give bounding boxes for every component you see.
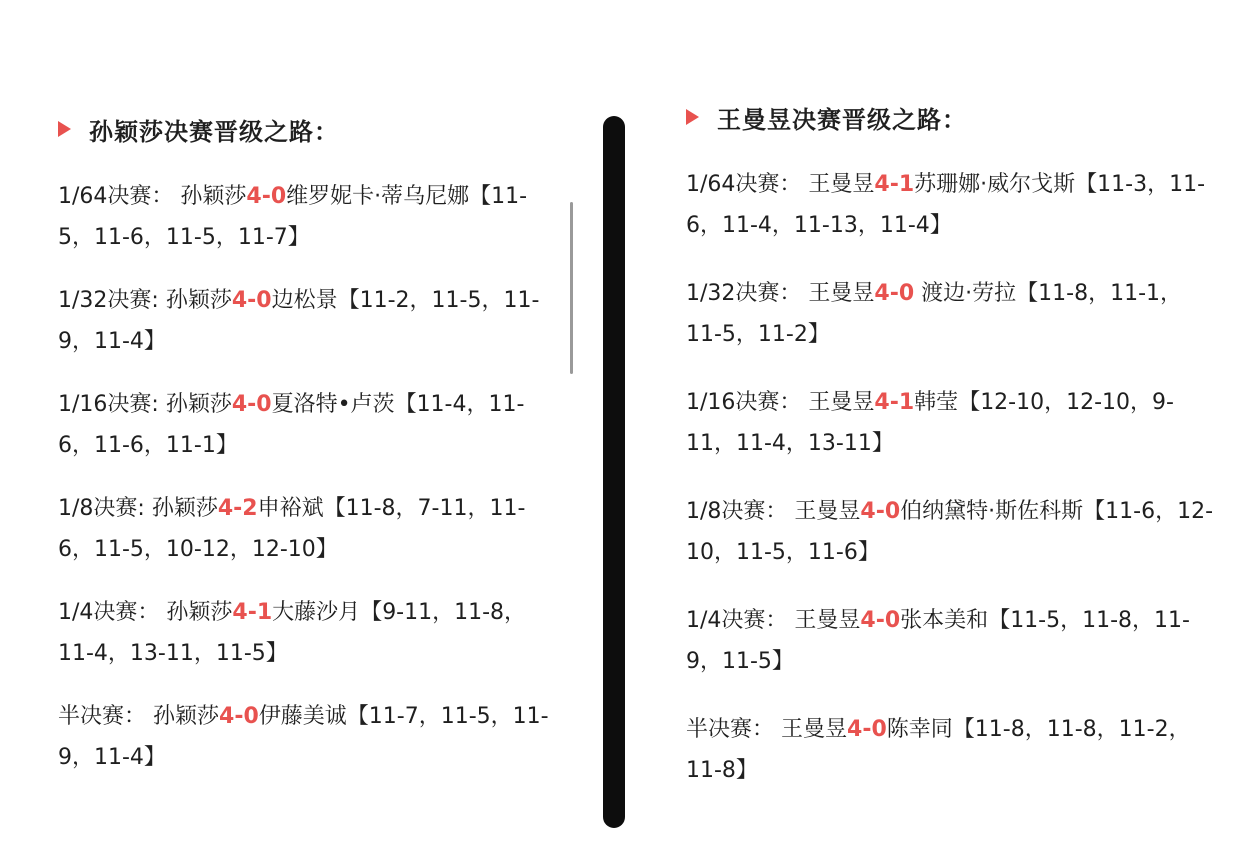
- match-score: 4-0: [860, 608, 901, 633]
- match-stage: 1/4决赛：: [58, 600, 167, 625]
- scrollbar[interactable]: [570, 202, 573, 374]
- set-scores: 【11-3，11-6，11-4，11-13，11-4】: [686, 172, 1206, 238]
- section-heading: [58, 112, 558, 146]
- vertical-divider: [603, 116, 625, 828]
- match-entry: [58, 488, 558, 570]
- match-score: 4-1: [874, 172, 915, 197]
- opponent-name: 夏洛特•卢茨: [271, 392, 395, 417]
- opponent-name: 维罗妮卡·蒂乌尼娜: [286, 184, 470, 209]
- match-list: [58, 176, 558, 778]
- set-scores: 【11-6，12-10，11-5，11-6】: [686, 499, 1214, 565]
- set-scores: 【11-4，11-6，11-6，11-1】: [58, 392, 525, 458]
- match-list: [686, 164, 1214, 791]
- set-scores: 【11-5，11-8，11-9，11-5】: [686, 608, 1190, 674]
- set-scores: 【11-8，7-11，11-6，11-5，10-12，12-10】: [58, 496, 526, 562]
- set-scores: 【11-8，11-1，11-5，11-2】: [686, 281, 1183, 347]
- opponent-name: 渡边·劳拉: [914, 281, 1017, 306]
- match-stage: 1/32决赛：: [686, 281, 809, 306]
- player-name: 孙颖莎: [151, 496, 218, 521]
- player-name: 王曼昱: [808, 281, 875, 306]
- match-entry: [58, 592, 558, 674]
- player-name: 孙颖莎: [153, 704, 220, 729]
- player-name: 王曼昱: [808, 390, 875, 415]
- opponent-name: 申裕斌: [257, 496, 324, 521]
- player-name: 孙颖莎: [165, 392, 232, 417]
- match-entry: [58, 176, 558, 258]
- match-score: 4-0: [874, 281, 915, 306]
- match-score: 4-0: [860, 499, 901, 524]
- section-title: 孙颖莎决赛晋级之路：: [89, 117, 339, 146]
- match-score: 4-0: [847, 717, 887, 742]
- match-entry: [686, 273, 1214, 355]
- wang-manyu-section: [686, 100, 1214, 818]
- match-stage: 1/64决赛：: [58, 184, 181, 209]
- player-name: 孙颖莎: [180, 184, 247, 209]
- player-name: 孙颖莎: [166, 600, 233, 625]
- match-stage: 1/4决赛：: [686, 608, 795, 633]
- match-stage: 半决赛：: [686, 717, 781, 742]
- match-stage: 半决赛：: [58, 704, 153, 729]
- triangle-right-icon: [58, 121, 71, 137]
- match-entry: [686, 164, 1214, 246]
- match-stage: 1/8决赛：: [686, 499, 795, 524]
- match-entry: [686, 382, 1214, 464]
- opponent-name: 张本美和: [900, 608, 989, 633]
- match-score: 4-0: [219, 704, 259, 729]
- match-score: 4-1: [874, 390, 915, 415]
- triangle-right-icon: [686, 109, 699, 125]
- match-entry: [686, 709, 1214, 791]
- sun-yingsha-section: [58, 112, 558, 800]
- match-stage: 1/64决赛：: [686, 172, 809, 197]
- section-title: 王曼昱决赛晋级之路：: [717, 105, 967, 134]
- match-stage: 1/8决赛:: [58, 496, 152, 521]
- match-entry: [58, 280, 558, 362]
- match-score: 4-1: [232, 600, 273, 625]
- opponent-name: 伊藤美诚: [258, 704, 347, 729]
- opponent-name: 边松景: [271, 288, 338, 313]
- match-entry: [686, 491, 1214, 573]
- set-scores: 【12-10，12-10，9-11，11-4，13-11】: [686, 390, 1174, 456]
- player-name: 王曼昱: [794, 608, 861, 633]
- match-entry: [686, 600, 1214, 682]
- set-scores: 【11-5，11-6，11-5，11-7】: [58, 184, 528, 250]
- match-stage: 1/16决赛:: [58, 392, 166, 417]
- set-scores: 【11-8，11-8，11-2，11-8】: [686, 717, 1191, 783]
- set-scores: 【11-2，11-5，11-9，11-4】: [58, 288, 540, 354]
- set-scores: 【9-11，11-8，11-4，13-11，11-5】: [58, 600, 527, 666]
- opponent-name: 陈幸同: [886, 717, 953, 742]
- set-scores: 【11-7，11-5，11-9，11-4】: [58, 704, 549, 770]
- opponent-name: 伯纳黛特·斯佐科斯: [900, 499, 1084, 524]
- opponent-name: 苏珊娜·威尔戈斯: [914, 172, 1076, 197]
- opponent-name: 韩莹: [914, 390, 959, 415]
- player-name: 孙颖莎: [165, 288, 232, 313]
- match-score: 4-0: [231, 288, 272, 313]
- match-stage: 1/16决赛：: [686, 390, 809, 415]
- match-score: 4-0: [231, 392, 272, 417]
- player-name: 王曼昱: [794, 499, 861, 524]
- match-entry: [58, 384, 558, 466]
- match-score: 4-0: [246, 184, 287, 209]
- match-score: 4-2: [217, 496, 258, 521]
- player-name: 王曼昱: [808, 172, 875, 197]
- match-stage: 1/32决赛:: [58, 288, 166, 313]
- opponent-name: 大藤沙月: [272, 600, 361, 625]
- section-heading: [686, 100, 1214, 134]
- player-name: 王曼昱: [781, 717, 848, 742]
- match-entry: [58, 696, 558, 778]
